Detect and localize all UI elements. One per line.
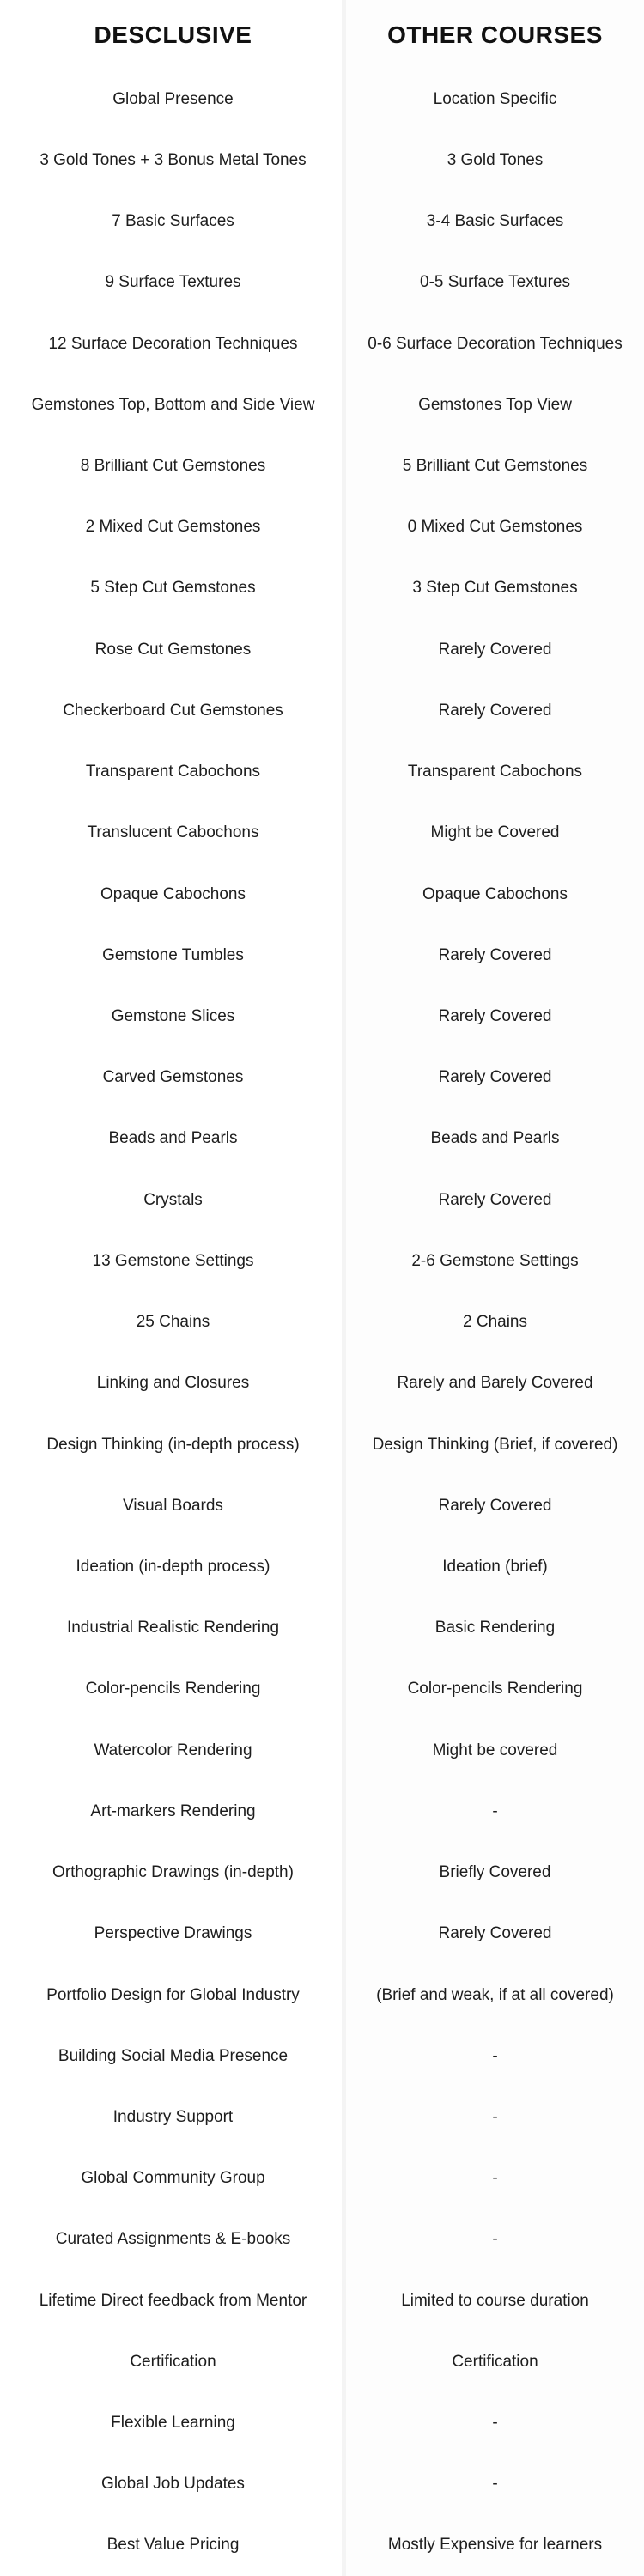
- feature-cell-other-courses: Ideation (brief): [346, 1536, 644, 1597]
- feature-cell-desclusive: Art-markers Rendering: [90, 1801, 256, 1820]
- feature-cell-other-courses: 3 Gold Tones: [346, 130, 644, 191]
- feature-cell-desclusive: 7 Basic Surfaces: [112, 212, 234, 231]
- feature-cell-desclusive: Transparent Cabochons: [85, 762, 261, 781]
- feature-cell-other-courses: Color-pencils Rendering: [346, 1659, 644, 1720]
- feature-cell-other-courses: -: [346, 2148, 644, 2208]
- feature-cell-other-courses: -: [346, 2392, 644, 2453]
- feature-cell-other-courses: 3 Step Cut Gemstones: [346, 558, 644, 619]
- feature-cell-other-courses: -: [346, 1781, 644, 1842]
- feature-cell-desclusive: 8 Brilliant Cut Gemstones: [80, 457, 266, 476]
- feature-cell-other-courses: Certification: [346, 2331, 644, 2392]
- feature-cell-other-courses: Might be Covered: [346, 803, 644, 864]
- feature-cell-other-courses: Rarely Covered: [346, 1904, 644, 1965]
- feature-cell-other-courses: Briefly Covered: [346, 1842, 644, 1903]
- feature-cell-other-courses: Basic Rendering: [346, 1597, 644, 1658]
- feature-cell-desclusive: Portfolio Design for Global Industry: [46, 1985, 300, 2004]
- feature-cell-desclusive: Design Thinking (in-depth process): [46, 1435, 300, 1454]
- feature-cell-other-courses: Beads and Pearls: [346, 1109, 644, 1170]
- feature-cell-desclusive: Ideation (in-depth process): [76, 1557, 270, 1576]
- feature-cell-desclusive: Crystals: [143, 1190, 203, 1209]
- feature-cell-other-courses: Rarely Covered: [346, 925, 644, 986]
- feature-cell-desclusive: Global Presence: [112, 89, 234, 108]
- feature-cell-other-courses: Location Specific: [346, 69, 644, 130]
- feature-cell-desclusive: Color-pencils Rendering: [85, 1680, 261, 1698]
- feature-cell-desclusive: Gemstone Slices: [111, 1007, 235, 1026]
- feature-cell-other-courses: -: [346, 2087, 644, 2148]
- feature-cell-desclusive: Best Value Pricing: [106, 2536, 240, 2555]
- feature-cell-desclusive: Orthographic Drawings (in-depth): [52, 1863, 294, 1882]
- feature-cell-desclusive: Gemstones Top, Bottom and Side View: [31, 395, 315, 414]
- feature-cell-desclusive: 2 Mixed Cut Gemstones: [85, 518, 261, 537]
- feature-cell-other-courses: Design Thinking (Brief, if covered): [346, 1414, 644, 1475]
- feature-cell-other-courses: 5 Brilliant Cut Gemstones: [346, 435, 644, 496]
- feature-cell-desclusive: Curated Assignments & E-books: [55, 2230, 291, 2249]
- feature-cell-other-courses: (Brief and weak, if at all covered): [346, 1965, 644, 2026]
- feature-cell-desclusive: Certification: [130, 2352, 216, 2371]
- feature-cell-desclusive: Watercolor Rendering: [94, 1741, 252, 1759]
- column-header-desclusive: DESCLUSIVE: [94, 21, 252, 48]
- feature-cell-other-courses: -: [346, 2026, 644, 2087]
- feature-cell-other-courses: Rarely Covered: [346, 1048, 644, 1109]
- feature-cell-other-courses: 0 Mixed Cut Gemstones: [346, 497, 644, 558]
- feature-cell-desclusive: 5 Step Cut Gemstones: [90, 579, 256, 598]
- feature-cell-desclusive: Industrial Realistic Rendering: [66, 1619, 280, 1637]
- feature-cell-other-courses: 0-5 Surface Textures: [346, 252, 644, 313]
- feature-cell-other-courses: Rarely Covered: [346, 986, 644, 1047]
- feature-cell-other-courses: Rarely and Barely Covered: [346, 1353, 644, 1414]
- feature-cell-other-courses: 2-6 Gemstone Settings: [346, 1230, 644, 1291]
- feature-cell-desclusive: Perspective Drawings: [94, 1924, 252, 1943]
- feature-cell-other-courses: -: [346, 2209, 644, 2270]
- feature-cell-other-courses: 3-4 Basic Surfaces: [346, 191, 644, 252]
- feature-cell-desclusive: Opaque Cabochons: [100, 884, 246, 903]
- feature-cell-other-courses: 0-6 Surface Decoration Techniques: [346, 313, 644, 374]
- feature-cell-desclusive: 3 Gold Tones + 3 Bonus Metal Tones: [39, 150, 307, 169]
- feature-cell-desclusive: Global Community Group: [81, 2169, 265, 2188]
- feature-cell-desclusive: 13 Gemstone Settings: [92, 1251, 254, 1270]
- feature-cell-desclusive: Rose Cut Gemstones: [94, 640, 252, 659]
- feature-cell-desclusive: Checkerboard Cut Gemstones: [63, 701, 283, 720]
- feature-cell-desclusive: 9 Surface Textures: [105, 273, 241, 292]
- feature-cell-desclusive: Visual Boards: [123, 1496, 223, 1515]
- feature-cell-other-courses: Opaque Cabochons: [346, 864, 644, 925]
- feature-cell-other-courses: Gemstones Top View: [346, 374, 644, 435]
- column-header-other-courses: OTHER COURSES: [346, 0, 644, 69]
- feature-cell-other-courses: Might be covered: [346, 1720, 644, 1781]
- feature-cell-desclusive: Linking and Closures: [96, 1374, 250, 1393]
- feature-cell-other-courses: Rarely Covered: [346, 680, 644, 741]
- feature-cell-desclusive: Gemstone Tumbles: [102, 945, 244, 964]
- feature-cell-desclusive: Carved Gemstones: [102, 1068, 244, 1087]
- feature-cell-desclusive: Global Job Updates: [101, 2475, 245, 2494]
- feature-cell-other-courses: Rarely Covered: [346, 1170, 644, 1230]
- feature-cell-desclusive: Building Social Media Presence: [58, 2046, 289, 2065]
- feature-cell-other-courses: Rarely Covered: [346, 1475, 644, 1536]
- feature-cell-other-courses: Rarely Covered: [346, 619, 644, 680]
- feature-cell-other-courses: 2 Chains: [346, 1291, 644, 1352]
- feature-cell-other-courses: Limited to course duration: [346, 2270, 644, 2331]
- feature-cell-other-courses: Transparent Cabochons: [346, 741, 644, 802]
- feature-cell-desclusive: Industry Support: [112, 2107, 234, 2126]
- feature-cell-desclusive: Beads and Pearls: [108, 1129, 238, 1148]
- feature-cell-other-courses: -: [346, 2454, 644, 2515]
- feature-cell-desclusive: 25 Chains: [136, 1313, 210, 1332]
- feature-cell-desclusive: Translucent Cabochons: [87, 823, 259, 842]
- feature-cell-desclusive: Lifetime Direct feedback from Mentor: [39, 2291, 307, 2310]
- feature-cell-desclusive: Flexible Learning: [111, 2414, 235, 2433]
- feature-cell-desclusive: 12 Surface Decoration Techniques: [48, 334, 298, 353]
- feature-cell-other-courses: Mostly Expensive for learners: [346, 2515, 644, 2576]
